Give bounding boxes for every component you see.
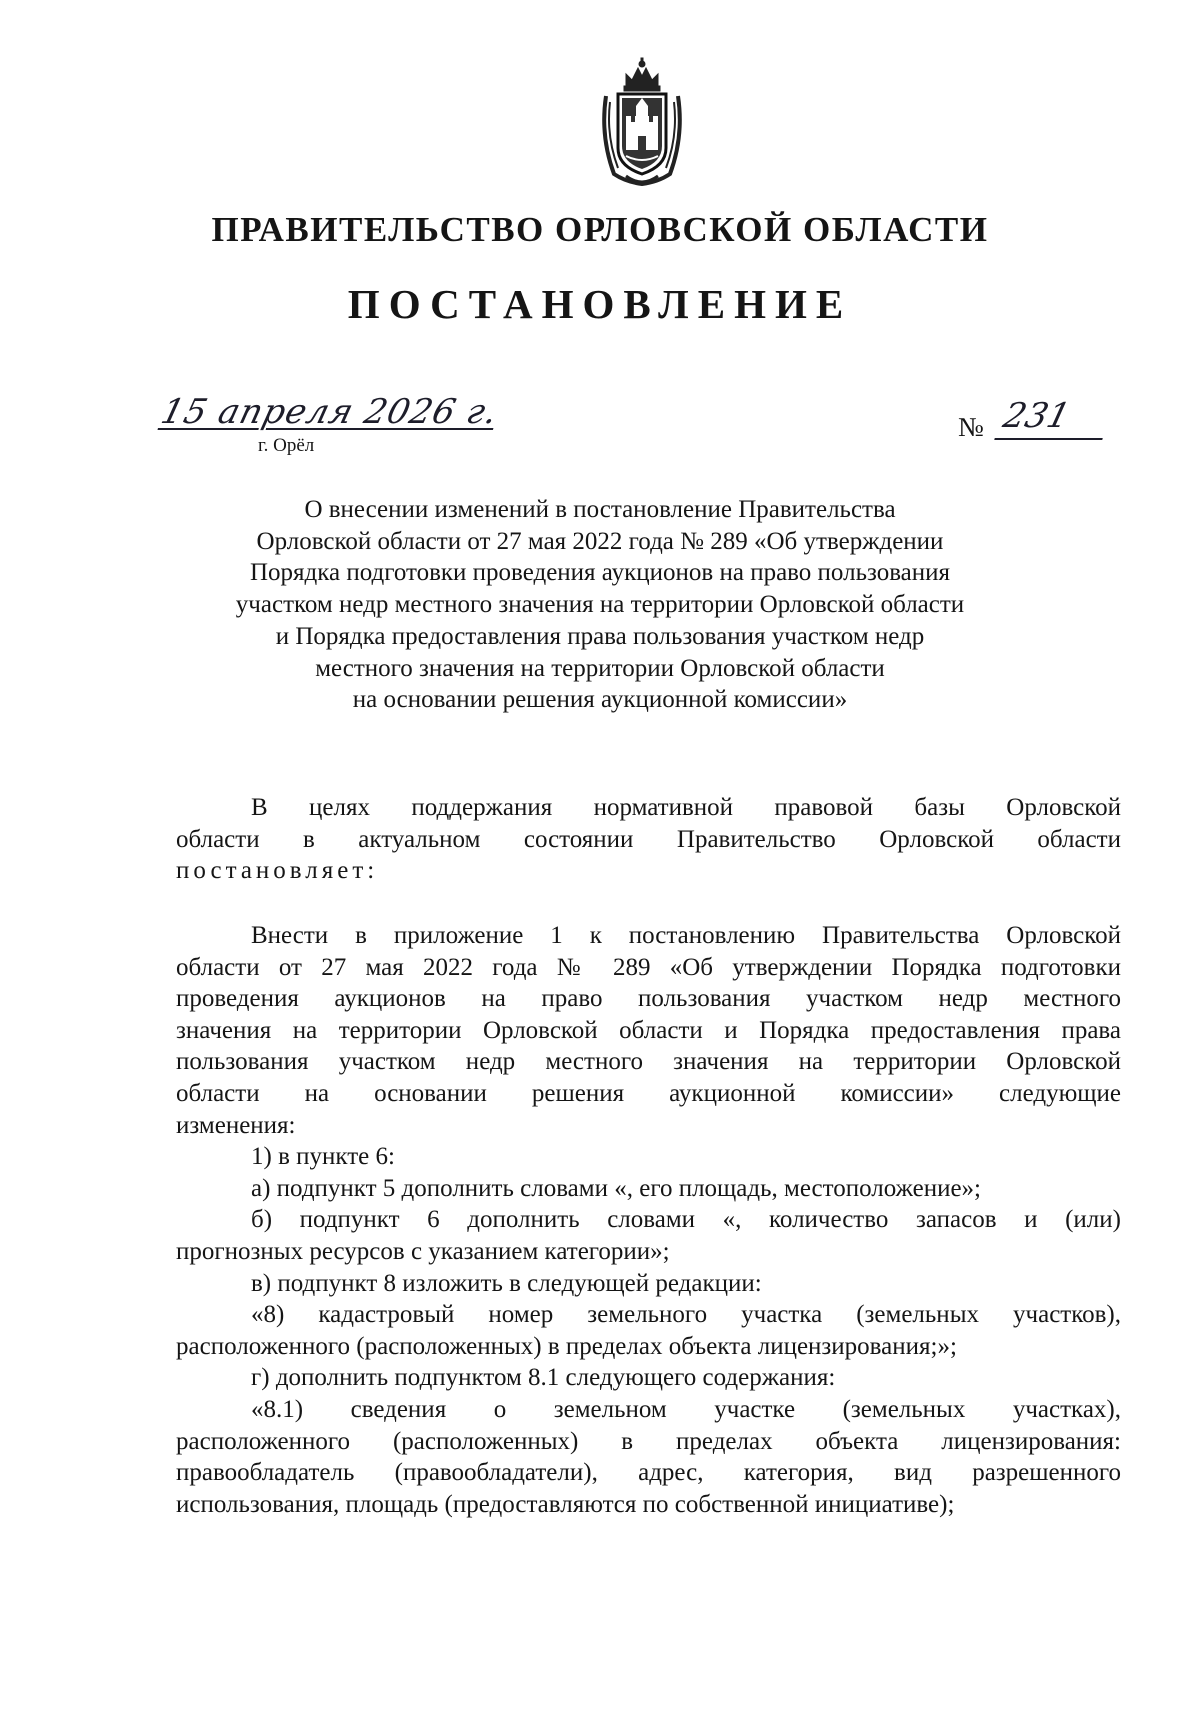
list-item: «8) кадастровый номер земельного участка (земельных участков),: [251, 1301, 1121, 1329]
paragraph-line: прогнозных ресурсов с указанием категории»;: [176, 1237, 670, 1265]
coat-of-arms-emblem: [596, 56, 688, 188]
paragraph-line: использования, площадь (предоставляются по собственной инициативе);: [176, 1490, 955, 1518]
paragraph-line: В целях поддержания нормативной правовой базы Орловской: [251, 794, 1121, 821]
city-label: г. Орёл: [258, 435, 315, 456]
number-label: №: [958, 412, 984, 442]
list-item: в) подпункт 8 изложить в следующей редакции:: [251, 1269, 762, 1297]
list-item: г) дополнить подпунктом 8.1 следующего содержания:: [251, 1364, 836, 1392]
paragraph-line: расположенного (расположенных) в пределах объекта лицензирования:: [176, 1427, 1121, 1455]
subject-line: Порядка подготовки проведения аукционов на право пользования: [249, 559, 951, 587]
paragraph-line: области от 27 мая 2022 года № 289 «Об утверждении Порядка подготовки: [176, 953, 1121, 981]
list-item: 1) в пункте 6:: [251, 1143, 395, 1171]
subject-line: участком недр местного значения на территории Орловской области: [235, 591, 965, 619]
paragraph-line: пользования участком недр местного значения на территории Орловской: [176, 1048, 1121, 1076]
organization-title: ПРАВИТЕЛЬСТВО ОРЛОВСКОЙ ОБЛАСТИ: [211, 210, 989, 249]
paragraph-line: значения на территории Орловской области и Порядка предоставления права: [176, 1016, 1121, 1044]
document-type-title: ПОСТАНОВЛЕНИЕ: [347, 281, 853, 327]
paragraph-line: проведения аукционов на право пользования участком недр местного: [176, 985, 1121, 1013]
list-item: «8.1) сведения о земельном участке (земельных участках),: [251, 1395, 1121, 1423]
main-paragraph: [176, 920, 1121, 1520]
paragraph-line: изменения:: [176, 1111, 296, 1139]
subject-line: на основании решения аукционной комиссии»: [352, 686, 848, 714]
paragraph-line: области на основании решения аукционной комиссии» следующие: [176, 1079, 1121, 1107]
paragraph-line: Внести в приложение 1 к постановлению Правительства Орловской: [251, 922, 1121, 949]
subject-line: и Порядка предоставления права пользования участком недр: [275, 622, 925, 650]
subject-line: местного значения на территории Орловской области: [315, 654, 885, 682]
paragraph-line: правообладатель (правообладатели), адрес, категория, вид разрешенного: [176, 1459, 1121, 1487]
handwritten-date: 15 апреля 2026 г.: [157, 392, 503, 432]
paragraph-line: постановляет:: [176, 857, 379, 885]
list-item: б) подпункт 6 дополнить словами «, количество запасов и (или): [251, 1206, 1121, 1234]
paragraph-line: расположенного (расположенных) в пределах объекта лицензирования;»;: [176, 1332, 957, 1360]
preamble-paragraph: [176, 792, 1121, 887]
subject-line: Орловской области от 27 мая 2022 года № 289 «Об утверждении: [256, 527, 944, 555]
paragraph-line: области в актуальном состоянии Правительство Орловской области: [176, 825, 1121, 853]
subject-line: О внесении изменений в постановление Правительства: [304, 496, 896, 523]
list-item: а) подпункт 5 дополнить словами «, его площадь, местоположение»;: [251, 1174, 981, 1202]
document-subject: [0, 494, 1200, 716]
handwritten-number: 231: [994, 394, 1113, 440]
